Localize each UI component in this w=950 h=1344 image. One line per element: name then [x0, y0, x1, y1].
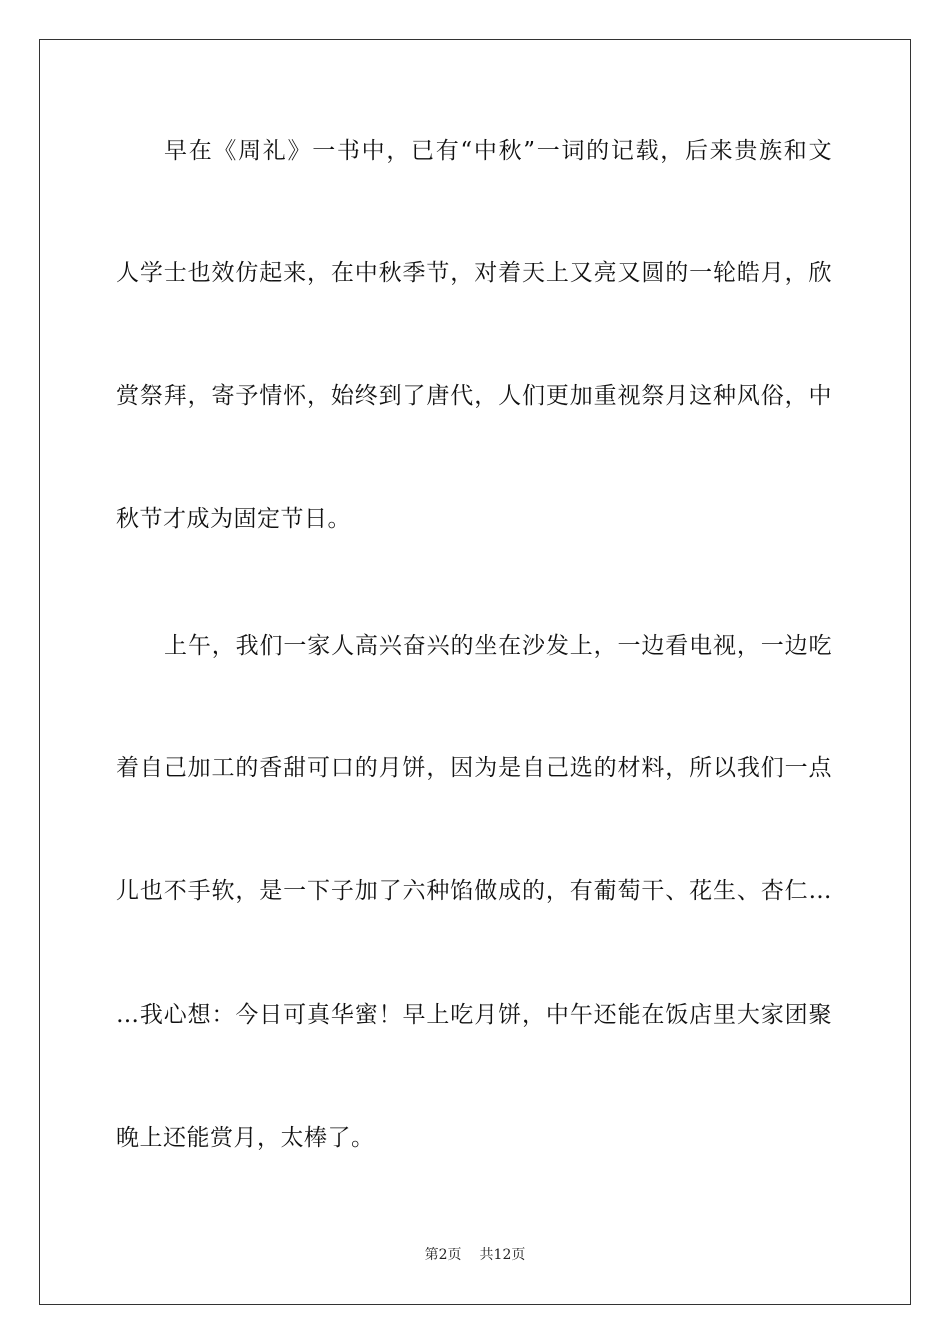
paragraph-2-line-2: 着自己加工的香甜可口的月饼，因为是自己选的材料，所以我们一点	[116, 755, 832, 781]
paragraph-1-line-4: 秋节才成为固定节日。	[116, 506, 351, 532]
paragraph-1-line-1: 早在《周礼》一书中，已有“中秋”一词的记载，后来贵族和文	[164, 138, 832, 164]
paragraph-1-line-2: 人学士也效仿起来，在中秋季节，对着天上又亮又圆的一轮皓月，欣	[116, 260, 832, 286]
page-number: 第2页	[424, 1247, 462, 1263]
paragraph-2-line-1: 上午，我们一家人高兴奋兴的坐在沙发上，一边看电视，一边吃	[164, 633, 832, 659]
page-total: 共12页	[479, 1247, 526, 1263]
paragraph-2-line-5: 晚上还能赏月，太棒了。	[116, 1125, 375, 1151]
paragraph-2-line-3: 儿也不手软，是一下子加了六种馅做成的，有葡萄干、花生、杏仁…	[116, 878, 832, 904]
paragraph-1-line-3: 赏祭拜，寄予情怀，始终到了唐代，人们更加重视祭月这种风俗，中	[116, 383, 832, 409]
page-border	[39, 39, 911, 1305]
page-footer	[0, 1245, 950, 1265]
paragraph-2-line-4: …我心想：今日可真华蜜！早上吃月饼，中午还能在饭店里大家团聚	[116, 1002, 832, 1028]
